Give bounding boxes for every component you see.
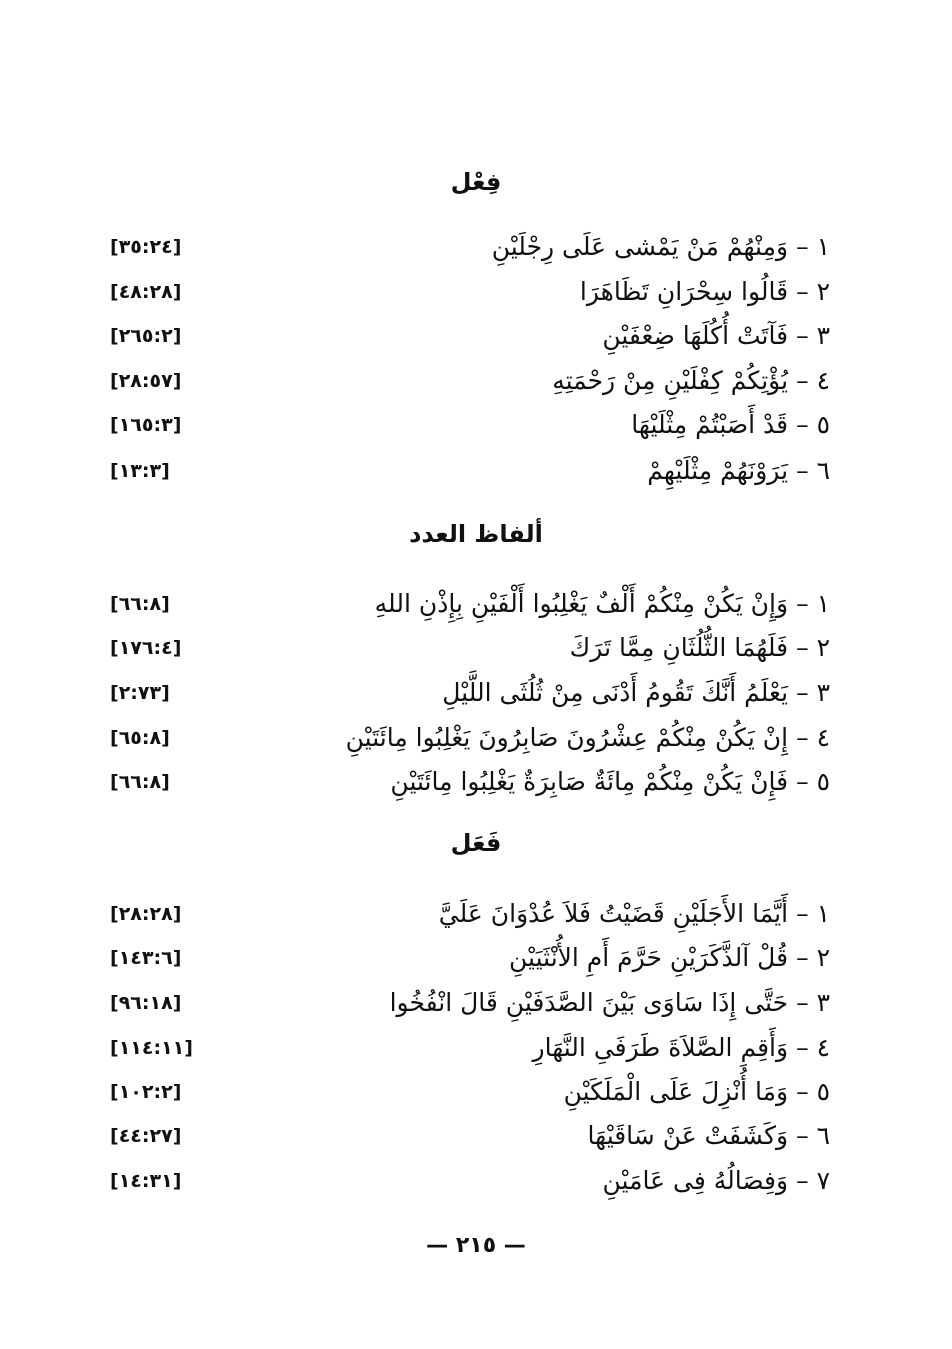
verse-number: ٤ bbox=[816, 366, 830, 395]
verse-reference: [٦٦:٨] bbox=[110, 771, 170, 793]
verse-text: إِنْ يَكُنْ مِنْكُمْ عِشْرُونَ صَابِرُونَ يَغْلِبُوا مِائَتَيْنِ bbox=[345, 723, 789, 752]
verse-number: ٥ bbox=[816, 410, 830, 439]
section-heading: فِعْل bbox=[450, 168, 502, 196]
verse-reference: [١٤:٣١] bbox=[110, 1170, 182, 1192]
verse-text-line bbox=[390, 762, 830, 802]
verse-row bbox=[110, 272, 830, 312]
verse-text: يَعْلَمُ أَنَّكَ تَقُومُ أَدْنَى مِنْ ثُلُثَى اللَّيْلِ bbox=[442, 678, 789, 707]
verse-number: ٢ bbox=[816, 633, 830, 662]
verse-row bbox=[110, 762, 830, 802]
verse-text: قُلْ آلذَّكَرَيْنِ حَرَّمَ أَمِ الأُنْثَيَيْنِ bbox=[509, 943, 789, 972]
verse-text-line bbox=[647, 451, 830, 491]
verse-row bbox=[110, 316, 830, 356]
verse-text-line bbox=[509, 938, 830, 978]
verse-text: وَفِصَالُهُ فِى عَامَيْنِ bbox=[602, 1166, 789, 1195]
dash: – bbox=[796, 723, 809, 752]
verse-reference: [٢٨:٢٨] bbox=[110, 903, 182, 925]
verse-text-line bbox=[442, 673, 830, 713]
verse-reference: [١٠٢:٢] bbox=[110, 1081, 182, 1103]
verse-text: وَأَقِمِ الصَّلاَةَ طَرَفَىِ النَّهَارِ bbox=[532, 1033, 789, 1062]
verse-text: وَكَشَفَتْ عَنْ سَاقَيْهَا bbox=[587, 1121, 789, 1150]
verse-text: قَدْ أَصَبْتُمْ مِثْلَيْهَا bbox=[631, 410, 789, 439]
dash: – bbox=[796, 232, 809, 261]
verse-reference: [٤٨:٢٨] bbox=[110, 281, 182, 303]
verse-number: ٢ bbox=[816, 277, 830, 306]
verse-text-line bbox=[375, 584, 830, 624]
verse-text-line bbox=[492, 227, 830, 267]
dash: – bbox=[796, 988, 809, 1017]
verse-text-line bbox=[533, 1028, 830, 1068]
dash: – bbox=[796, 767, 809, 796]
verse-number: ١ bbox=[816, 589, 830, 618]
dash: – bbox=[796, 366, 809, 395]
verse-reference: [٦٦:٨] bbox=[110, 593, 170, 615]
verse-reference: [١٣:٣] bbox=[110, 460, 170, 482]
verse-row bbox=[110, 1072, 830, 1112]
verse-text: وَإِنْ يَكُنْ مِنْكُمْ أَلْفٌ يَغْلِبُوا أَلْفَيْنِ بِإِذْنِ اللهِ bbox=[374, 589, 789, 618]
verse-reference: [١٤٣:٦] bbox=[110, 947, 182, 969]
verse-reference: [٢٨:٥٧] bbox=[110, 370, 182, 392]
verse-text-line bbox=[603, 1161, 830, 1201]
verse-row bbox=[110, 673, 830, 713]
verse-row bbox=[110, 451, 830, 491]
verse-number: ١ bbox=[816, 899, 830, 928]
verse-number: ٦ bbox=[816, 456, 830, 485]
verse-text: فَآتَتْ أُكُلَهَا ضِعْفَيْنِ bbox=[602, 321, 789, 350]
verse-row bbox=[110, 584, 830, 624]
verse-text-line bbox=[631, 405, 830, 445]
verse-number: ٦ bbox=[816, 1121, 830, 1150]
verse-row bbox=[110, 938, 830, 978]
verse-reference: [٩٦:١٨] bbox=[110, 992, 182, 1014]
verse-number: ٣ bbox=[816, 988, 830, 1017]
verse-reference: [٢:٧٣] bbox=[110, 682, 170, 704]
verse-text-line bbox=[439, 894, 830, 934]
dash: – bbox=[796, 1033, 809, 1062]
verse-text: وَمِنْهُمْ مَنْ يَمْشى عَلَى رِجْلَيْنِ bbox=[491, 232, 789, 261]
verse-row bbox=[110, 1028, 830, 1068]
dash: – bbox=[796, 678, 809, 707]
verse-text: فَلَهُمَا الثُّلُثَانِ مِمَّا تَرَكَ bbox=[569, 633, 789, 662]
verse-text-line bbox=[346, 718, 830, 758]
dash: – bbox=[796, 589, 809, 618]
verse-number: ٤ bbox=[816, 723, 830, 752]
verse-number: ١ bbox=[816, 232, 830, 261]
section-heading: ألفاظ العدد bbox=[409, 520, 543, 548]
verse-row bbox=[110, 227, 830, 267]
verse-text-line bbox=[580, 272, 830, 312]
verse-number: ٥ bbox=[816, 1077, 830, 1106]
verse-row bbox=[110, 1161, 830, 1201]
verse-text: يُؤْتِكُمْ كِفْلَيْنِ مِنْ رَحْمَتِهِ bbox=[552, 366, 789, 395]
verse-row bbox=[110, 718, 830, 758]
verse-number: ٣ bbox=[816, 321, 830, 350]
verse-reference: [١١٤:١١] bbox=[110, 1037, 193, 1059]
verse-number: ٢ bbox=[816, 943, 830, 972]
verse-row bbox=[110, 1116, 830, 1156]
dash: – bbox=[796, 943, 809, 972]
verse-text-line bbox=[588, 1116, 830, 1156]
verse-row bbox=[110, 894, 830, 934]
section-heading: فَعَل bbox=[450, 829, 502, 857]
dash: – bbox=[796, 321, 809, 350]
verse-number: ٣ bbox=[816, 678, 830, 707]
verse-row bbox=[110, 628, 830, 668]
verse-reference: [٦٥:٨] bbox=[110, 727, 170, 749]
page-number: — ٢١٥ — bbox=[426, 1233, 526, 1258]
dash: – bbox=[796, 1077, 809, 1106]
dash: – bbox=[796, 899, 809, 928]
verse-text-line bbox=[602, 316, 830, 356]
dash: – bbox=[796, 633, 809, 662]
verse-text: يَرَوْنَهُمْ مِثْلَيْهِمْ bbox=[647, 456, 789, 485]
verse-number: ٧ bbox=[816, 1166, 830, 1195]
verse-row bbox=[110, 405, 830, 445]
verse-text: حَتَّى إِذَا سَاوَى بَيْنَ الصَّدَفَيْنِ قَالَ انْفُخُوا bbox=[389, 988, 789, 1017]
dash: – bbox=[796, 1166, 809, 1195]
dash: – bbox=[796, 277, 809, 306]
verse-reference: [١٦٥:٣] bbox=[110, 414, 182, 436]
verse-text-line bbox=[564, 1072, 830, 1112]
verse-row bbox=[110, 361, 830, 401]
verse-text: وَمَا أُنْزِلَ عَلَى الْمَلَكَيْنِ bbox=[563, 1077, 789, 1106]
verse-text: فَإِنْ يَكُنْ مِنْكُمْ مِائَةٌ صَابِرَةٌ يَغْلِبُوا مِائَتَيْنِ bbox=[390, 767, 789, 796]
dash: – bbox=[796, 456, 809, 485]
verse-reference: [٤٤:٢٧] bbox=[110, 1125, 182, 1147]
verse-text: قَالُوا سِحْرَانِ تَظَاهَرَا bbox=[579, 277, 789, 306]
verse-text-line bbox=[552, 361, 830, 401]
verse-reference: [١٧٦:٤] bbox=[110, 637, 182, 659]
dash: – bbox=[796, 1121, 809, 1150]
verse-text-line bbox=[570, 628, 830, 668]
verse-number: ٥ bbox=[816, 767, 830, 796]
dash: – bbox=[796, 410, 809, 439]
verse-text-line bbox=[390, 983, 830, 1023]
verse-reference: [٢٦٥:٢] bbox=[110, 325, 182, 347]
verse-row bbox=[110, 983, 830, 1023]
verse-reference: [٣٥:٢٤] bbox=[110, 236, 182, 258]
verse-text: أَيَّمَا الأَجَلَيْنِ قَضَيْتُ فَلاَ عُدْوَانَ عَلَيَّ bbox=[438, 899, 789, 928]
verse-number: ٤ bbox=[816, 1033, 830, 1062]
